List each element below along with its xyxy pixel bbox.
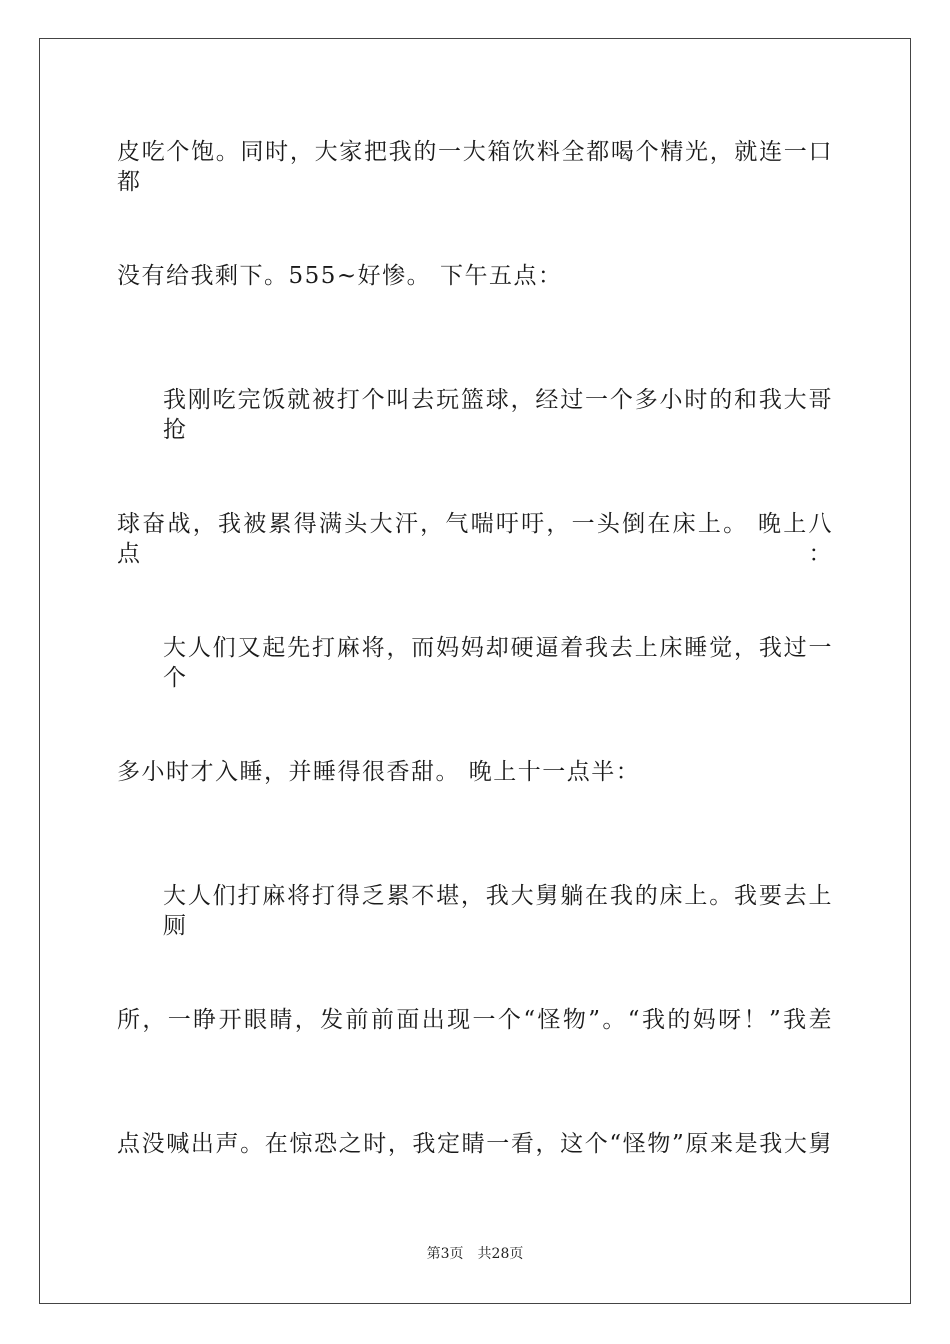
text-line-7: 大人们打麻将打得乏累不堪，我大舅躺在我的床上。我要去上厕 — [163, 883, 833, 939]
text-line-1: 皮吃个饱。同时，大家把我的一大箱饮料全都喝个精光，就连一口都 — [117, 139, 833, 195]
text-line-6: 多小时才入睡，并睡得很香甜。 晚上十一点半： — [117, 759, 641, 785]
total-pages: 共28页 — [477, 1246, 524, 1262]
text-line-3: 我刚吃完饭就被打个叫去玩篮球，经过一个多小时的和我大哥抢 — [163, 387, 833, 443]
text-line-9: 点没喊出声。在惊恐之时，我定睛一看，这个“怪物”原来是我大舅 — [117, 1131, 833, 1157]
text-line-2: 没有给我剩下。555~好惨。 下午五点： — [117, 263, 563, 289]
page-number: 第3页 — [426, 1246, 464, 1262]
page-footer — [0, 1244, 950, 1264]
text-line-5: 大人们又起先打麻将，而妈妈却硬逼着我去上床睡觉，我过一个 — [163, 635, 833, 691]
text-line-4: 球奋战，我被累得满头大汗，气喘吁吁，一头倒在床上。 晚上八点： — [117, 511, 833, 567]
text-line-8: 所，一睁开眼睛，发前前面出现一个“怪物”。“我的妈呀！”我差 — [117, 1007, 833, 1033]
